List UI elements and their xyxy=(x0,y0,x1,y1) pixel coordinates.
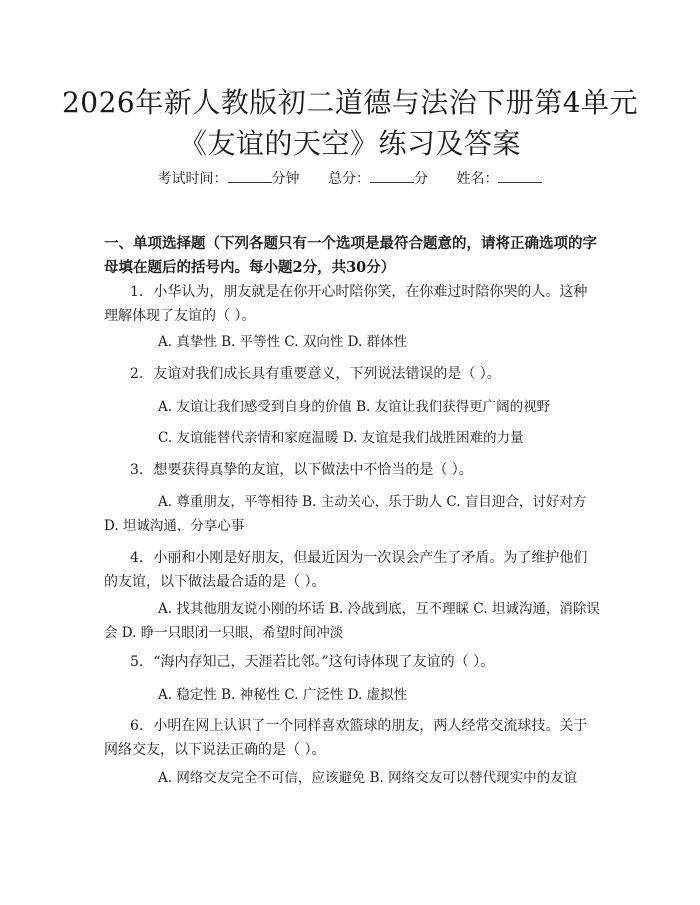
options-text: A. 友谊让我们感受到自身的价值 B. 友谊让我们获得更广阔的视野 xyxy=(158,399,551,415)
question-6 xyxy=(104,714,600,762)
question-3-options xyxy=(104,490,600,538)
question-2-options-line1 xyxy=(104,395,600,419)
exam-time-unit: 分钟 xyxy=(271,171,300,187)
options-text: A. 找其他朋友说小刚的坏话 B. 冷战到底，互不理睬 C. 坦诚沟通，消除误会 D. 睁一只眼闭一只眼，希望时间冲淡 xyxy=(104,601,600,641)
question-stem: “海内存知己，天涯若比邻。”这句诗体现了友谊的（ ）。 xyxy=(153,654,495,670)
exam-name-label: 姓名： xyxy=(456,171,499,187)
question-5 xyxy=(104,650,600,674)
question-stem: 想要获得真挚的友谊，以下做法中不恰当的是（ ）。 xyxy=(153,462,473,478)
question-6-options-line1 xyxy=(104,766,600,790)
question-4-options xyxy=(104,597,600,645)
question-4 xyxy=(104,546,600,594)
exam-time-label: 考试时间： xyxy=(157,171,228,187)
exam-score-unit: 分 xyxy=(414,171,428,187)
question-1 xyxy=(104,280,600,328)
question-stem: 小丽和小刚是好朋友，但最近因为一次误会产生了矛盾。为了维护他们的友谊，以下做法最合适的是（ ）。 xyxy=(104,550,588,590)
options-text: A. 网络交友完全不可信，应该避免 B. 网络交友可以替代现实中的友谊 xyxy=(158,770,578,786)
question-number: 6. xyxy=(130,718,144,734)
question-stem: 小华认为，朋友就是在你开心时陪你笑，在你难过时陪你哭的人。这种理解体现了友谊的（ ）。 xyxy=(104,284,588,324)
section-header: 一、单项选择题（下列各题只有一个选项是最符合题意的，请将正确选项的字母填在题后的括号内。每小题2分，共30分） xyxy=(104,235,597,276)
exam-score xyxy=(328,171,432,187)
question-number: 4. xyxy=(130,550,144,566)
options-text: A. 尊重朋友，平等相待 B. 主动关心，乐于助人 C. 盲目迎合，讨好对方 D. 坦诚沟通，分享心事 xyxy=(104,494,587,534)
options-text: A. 真挚性 B. 平等性 C. 双向性 D. 群体性 xyxy=(158,334,408,350)
question-number: 5. xyxy=(130,654,144,670)
question-stem: 友谊对我们成长具有重要意义，下列说法错误的是（ ）。 xyxy=(153,366,501,382)
question-number: 3. xyxy=(130,462,144,478)
exam-score-label: 总分： xyxy=(328,171,370,187)
question-2 xyxy=(104,362,600,386)
exam-time xyxy=(158,171,304,187)
document-title: 2026年新人教版初二道德与法治下册第4单元《友谊的天空》练习及答案 xyxy=(61,86,639,160)
question-number: 2. xyxy=(130,366,144,382)
exam-name-blank[interactable] xyxy=(498,168,542,183)
question-5-options xyxy=(104,683,600,707)
exam-score-blank[interactable] xyxy=(370,168,414,183)
options-text: A. 稳定性 B. 神秘性 C. 广泛性 D. 虚拟性 xyxy=(158,687,408,703)
question-stem: 小明在网上认识了一个同样喜欢篮球的朋友，两人经常交流球技。关于网络交友，以下说法正确的是（ ）。 xyxy=(104,718,588,758)
question-1-options xyxy=(104,330,600,354)
question-3 xyxy=(104,458,600,482)
exam-name xyxy=(456,171,542,187)
question-2-options-line2 xyxy=(104,426,600,450)
exam-info xyxy=(0,168,700,189)
question-number: 1. xyxy=(130,284,144,300)
exam-time-blank[interactable] xyxy=(228,168,272,183)
options-text: C. 友谊能替代亲情和家庭温暖 D. 友谊是我们战胜困难的力量 xyxy=(158,430,524,446)
